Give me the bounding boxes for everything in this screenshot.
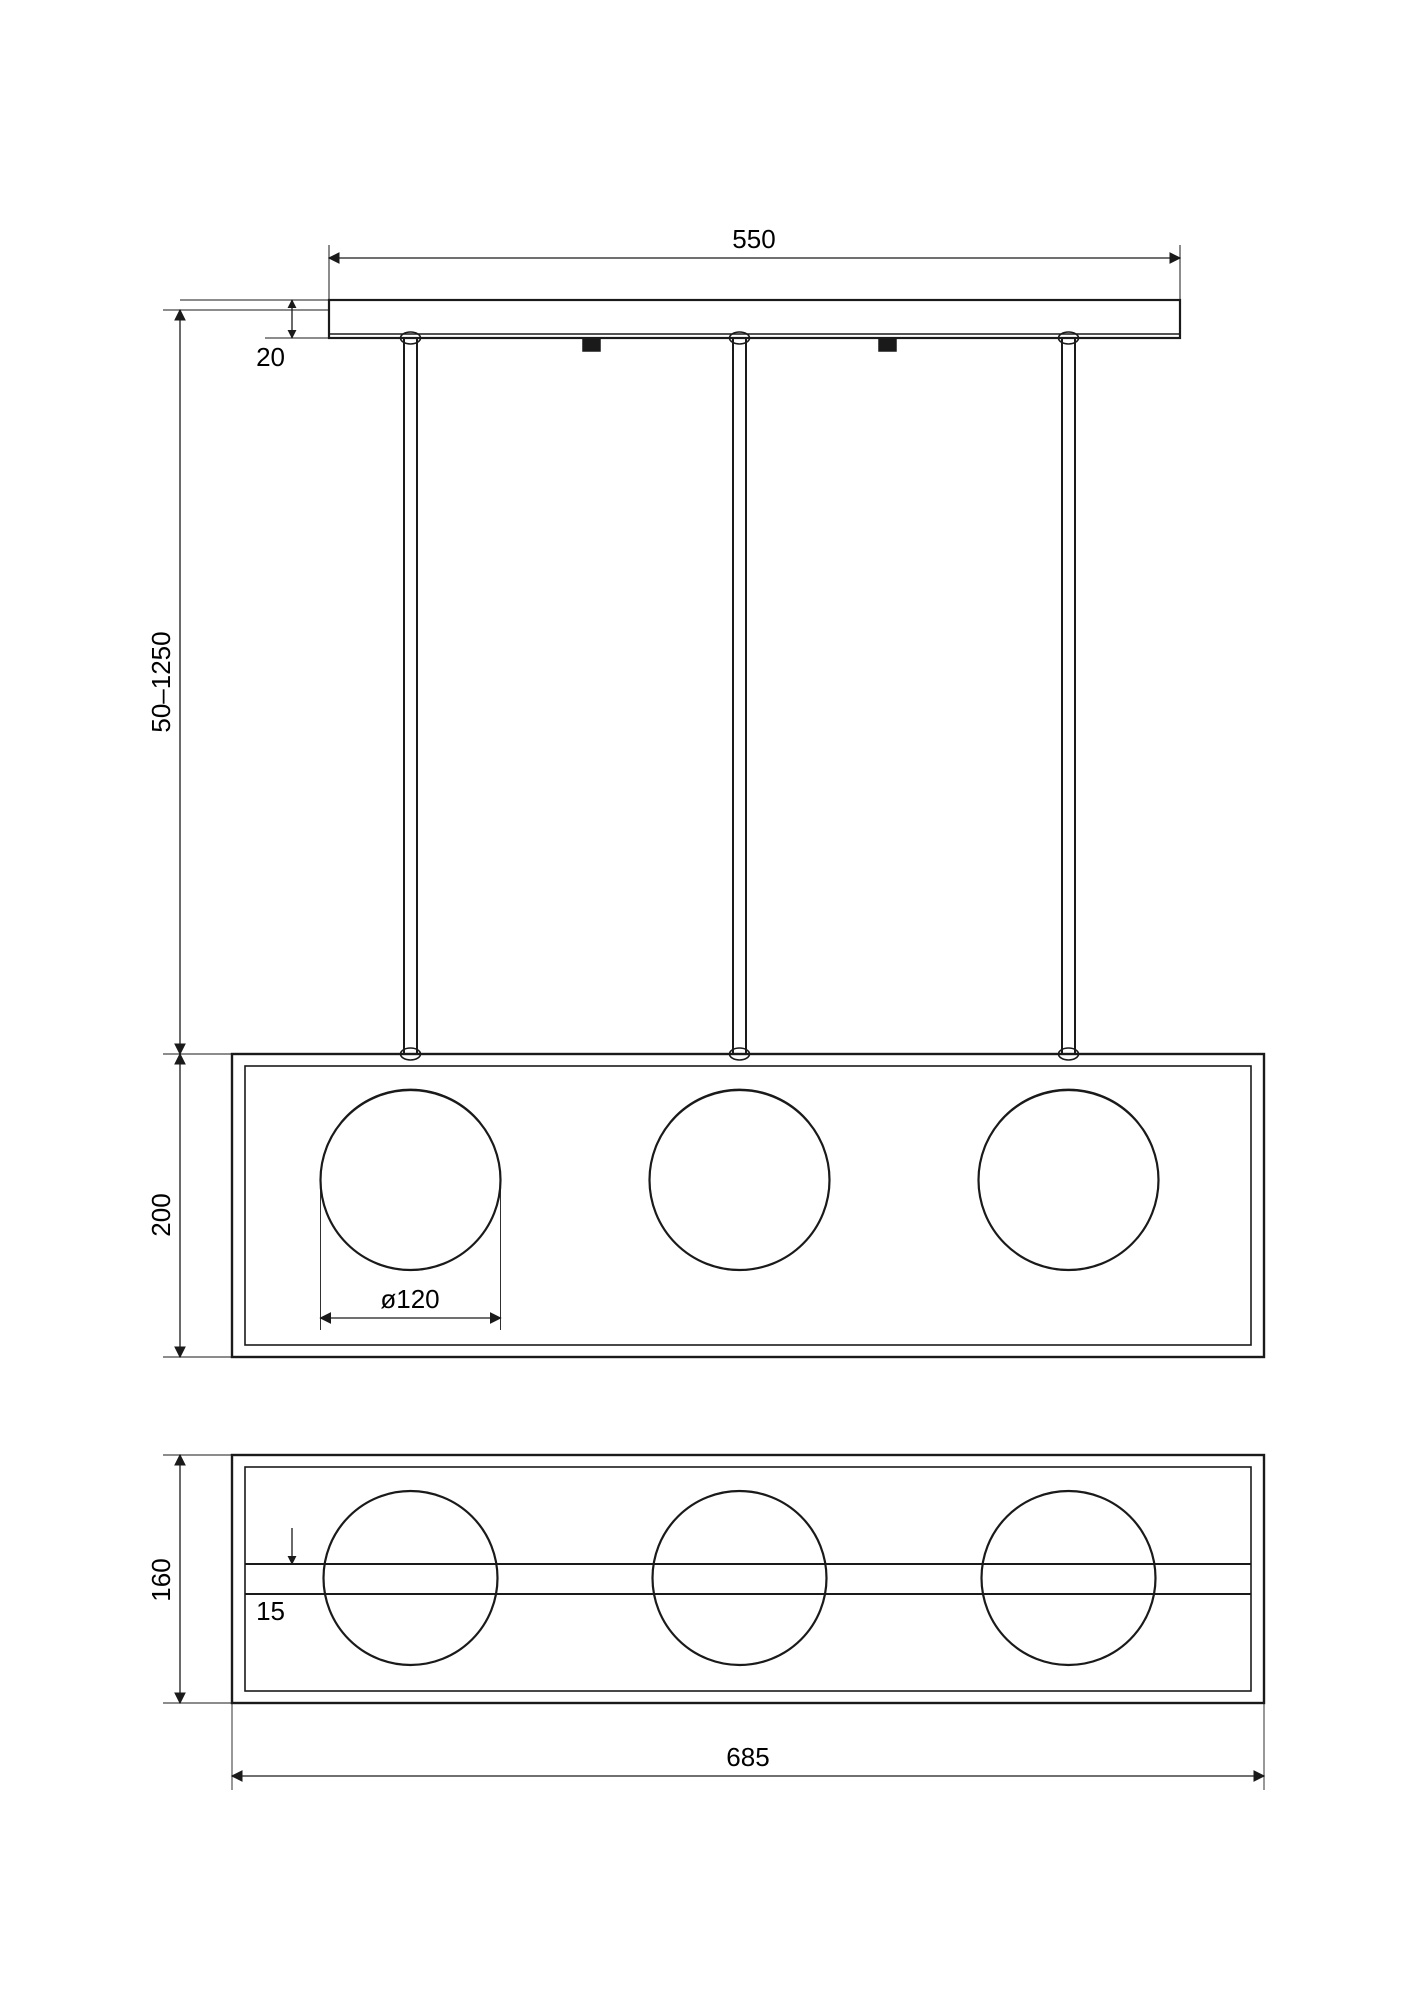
canopy xyxy=(329,300,1180,351)
top-view xyxy=(146,1455,1264,1790)
dimension-suspension-range xyxy=(146,310,330,1054)
dimension-shade-height xyxy=(146,1054,232,1357)
dimension-canopy-width xyxy=(329,224,1180,305)
dim-label-160: 160 xyxy=(146,1558,176,1602)
dim-label-685: 685 xyxy=(726,1742,770,1772)
dim-label-550: 550 xyxy=(732,224,776,254)
dimension-canopy-thickness xyxy=(180,300,329,372)
dim-label-50-1250: 50–1250 xyxy=(146,631,176,733)
dimension-globe-diameter xyxy=(321,1180,501,1330)
dimension-overall-length xyxy=(232,1703,1264,1790)
mount-block-left xyxy=(583,338,600,351)
front-elevation-view xyxy=(146,224,1264,1357)
dim-label-15: 15 xyxy=(256,1596,285,1626)
dim-label-200: 200 xyxy=(146,1193,176,1237)
dimension-frame-depth xyxy=(146,1455,232,1703)
mount-block-right xyxy=(879,338,896,351)
dim-label-globe-diameter: ø120 xyxy=(380,1284,440,1314)
dimension-bar-thickness xyxy=(256,1528,330,1626)
dim-label-20: 20 xyxy=(256,342,285,372)
suspension-rods xyxy=(401,332,1079,1060)
globes-top xyxy=(245,1491,1251,1665)
globes-front xyxy=(321,1089,1159,1270)
